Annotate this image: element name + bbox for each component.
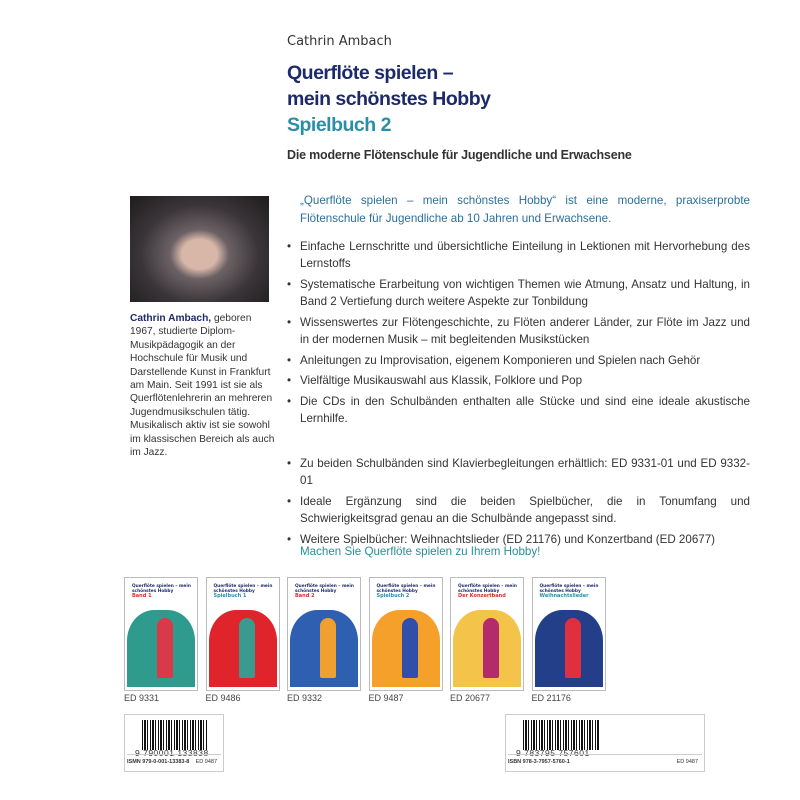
cover-ed-number: ED 9332	[287, 693, 323, 703]
cover-title-text: Querflöte spielen – mein schönstes Hobby	[458, 584, 517, 594]
list-item: • Ideale Ergänzung sind die beiden Spielbücher, die in Tonumfang und Schwierigkeitsgrad genau an die Schulbände angepasst sind.	[287, 493, 750, 527]
barcode-footer	[508, 754, 702, 769]
list-item: • Zu beiden Schulbänden sind Klavierbegleitungen erhältlich: ED 9331-01 und ED 9332-01	[287, 455, 750, 489]
cover-figure	[565, 618, 581, 678]
cover-subtitle: Band 1	[132, 593, 152, 599]
cover-title	[458, 584, 523, 599]
book-cover	[206, 577, 280, 691]
book-cover	[287, 577, 361, 691]
feature-list	[287, 238, 750, 431]
ed-number: ED 9487	[195, 759, 217, 765]
list-item: • Vielfältige Musikauswahl aus Klassik, Folklore und Pop	[287, 372, 750, 389]
cover-title-text: Querflöte spielen – mein schönstes Hobby	[539, 584, 599, 594]
barcode-bars	[142, 720, 208, 750]
barcode-left	[124, 714, 224, 772]
cover-subtitle: Weihnachtslieder	[539, 593, 589, 599]
cover-subtitle: Spielbuch 2	[376, 593, 410, 599]
author-name: Cathrin Ambach	[287, 34, 392, 49]
cover-figure	[239, 618, 255, 678]
cover-ed-number: ED 9486	[205, 693, 241, 703]
supplement-list	[287, 455, 750, 552]
cover-ed-number: ED 9331	[124, 693, 160, 703]
title-line-3: Spielbuch 2	[287, 114, 391, 136]
title-line-1: Querflöte spielen –	[287, 62, 454, 84]
cover-subtitle: Spielbuch 1	[213, 593, 247, 599]
cover-title-text: Querflöte spielen – mein schönstes Hobby	[213, 584, 273, 594]
cover-figure	[402, 618, 418, 678]
cover-title	[214, 584, 279, 599]
cover-title	[295, 584, 360, 599]
cover-title-text: Querflöte spielen – mein schönstes Hobby	[295, 584, 354, 594]
cover-title	[540, 584, 605, 599]
cover-title-text: Querflöte spielen – mein schönstes Hobby	[132, 584, 191, 594]
cover-ed-number: ED 9487	[368, 693, 404, 703]
cover-subtitle: Band 2	[295, 593, 315, 599]
author-photo	[130, 196, 269, 302]
barcode-bars	[523, 720, 599, 750]
cover-ed-number: ED 20677	[450, 693, 491, 703]
cover-subtitle: Der Konzertband	[458, 593, 506, 599]
cover-ed-number: ED 21176	[531, 693, 571, 703]
list-item: • Wissenswertes zur Flötengeschichte, zu Flöten anderer Länder, zur Flöte im Jazz und in der modernen Musik – mit begleitenden Musikstücken	[287, 314, 750, 348]
book-cover	[450, 577, 524, 691]
isbn: ISMN 979-0-001-13383-8	[127, 759, 190, 765]
bio-text: geboren 1967, studierte Diplom-Musikpädagogik an der Hochschule für Musik und Darstellende Kunst in Frankfurt am Main. Seit 1991 ist sie als Querflötenlehrerin an mehreren Jugendmusikschulen tätig. Musikalisch aktiv ist sie sowohl im klassischen Bereich als auch im Jazz.	[130, 313, 275, 459]
list-item: • Anleitungen zu Improvisation, eigenem Komponieren und Spielen nach Gehör	[287, 352, 750, 369]
cover-title	[377, 584, 442, 599]
barcode-right	[505, 714, 705, 772]
subtitle: Die moderne Flötenschule für Jugendliche und Erwachsene	[287, 148, 632, 162]
isbn: ISBN 978-3-7957-5760-1	[508, 759, 570, 765]
barcode-footer	[127, 754, 221, 769]
call-to-action: Machen Sie Querflöte spielen zu Ihrem Hobby!	[300, 545, 541, 558]
cover-title-text: Querflöte spielen – mein schönstes Hobby	[376, 584, 436, 594]
cover-title	[132, 584, 197, 599]
bio-name: Cathrin Ambach,	[130, 313, 212, 324]
ed-number: ED 9487	[676, 759, 698, 765]
book-cover	[124, 577, 198, 691]
cover-figure	[157, 618, 173, 678]
list-item: • Einfache Lernschritte und übersichtliche Einteilung in Lektionen mit Hervorhebung des Lernstoffs	[287, 238, 750, 272]
intro-text: „Querflöte spielen – mein schönstes Hobby“ ist eine moderne, praxiserprobte Flötenschule für Jugendliche ab 10 Jahren und Erwachsene.	[300, 194, 750, 225]
book-cover	[369, 577, 443, 691]
barcode-number: 9 790001 133838	[135, 748, 209, 758]
list-item: • Systematische Erarbeitung von wichtigen Themen wie Atmung, Ansatz und Haltung, in Band 2 Vertiefung durch weitere Aspekte zur Tonbildung	[287, 276, 750, 310]
cover-figure	[483, 618, 499, 678]
cover-figure	[320, 618, 336, 678]
book-cover	[532, 577, 606, 691]
barcode-number: 9 783795 757601	[516, 748, 590, 758]
list-item: • Die CDs in den Schulbänden enthalten alle Stücke und sind eine ideale akustische Lernhilfe.	[287, 393, 750, 427]
author-bio	[130, 312, 275, 459]
title-line-2: mein schönstes Hobby	[287, 88, 491, 110]
list-item: • Weitere Spielbücher: Weihnachtslieder (ED 21176) und Konzertband (ED 20677)	[287, 531, 750, 548]
